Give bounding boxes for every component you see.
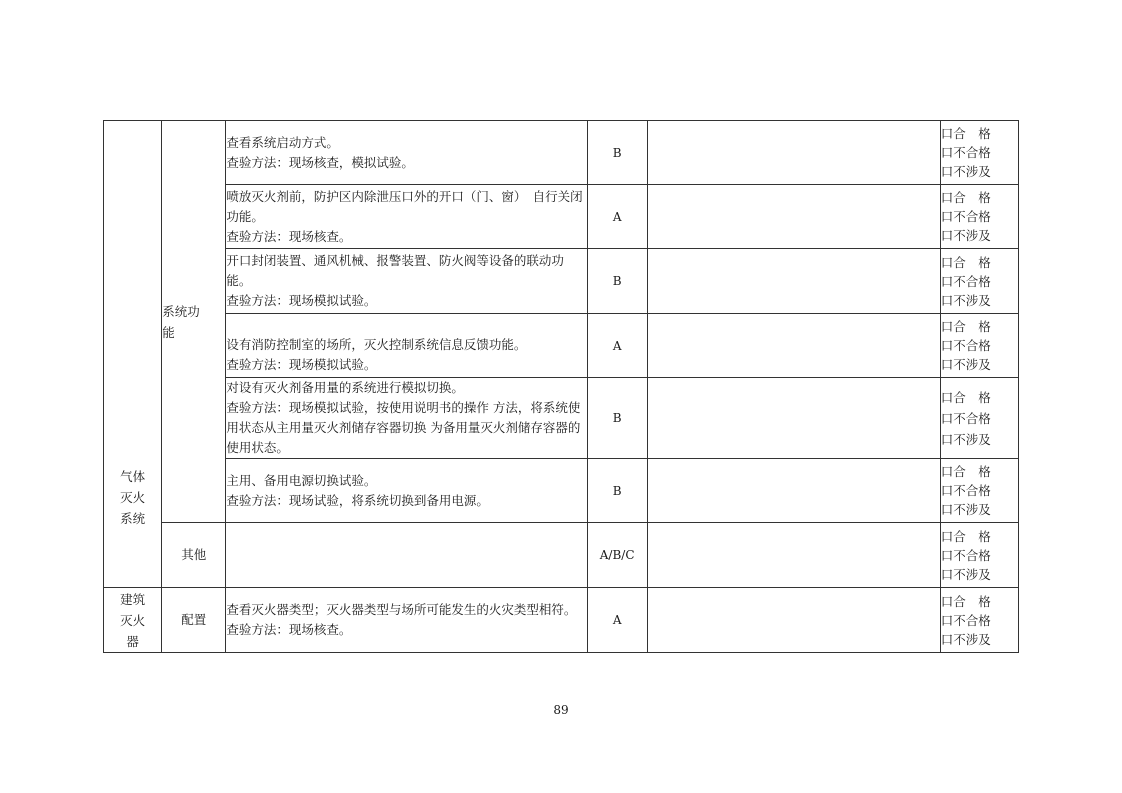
result-cell [940,185,1018,249]
sub-item-cell [162,121,226,523]
result-cell [940,588,1018,653]
note-cell [647,588,940,653]
grade-cell: B [587,121,647,185]
inspection-item-text: 对设有灭火剂备用量的系统进行模拟切换。 查验方法：现场模拟试验，按使用说明书的操作 方法，将系统使用状态从主用量灭火剂储存容器切换 为备用量灭火剂储存容器的使用状态。 [226,380,581,455]
note-cell [647,378,940,459]
inspection-item-cell [226,459,587,523]
sub-item-name: 配置 [181,612,207,627]
grade-cell: A [587,185,647,249]
table-row [104,185,1019,249]
result-na-checkbox[interactable]: 口不涉及 [940,164,991,179]
result-na-checkbox[interactable]: 口不涉及 [940,357,991,372]
grade-cell: A/B/C [587,523,647,588]
inspection-item-cell [226,314,587,378]
grade-cell: A [587,588,647,653]
table-row [104,378,1019,459]
sub-item-cell [162,523,226,588]
inspection-table [103,120,1019,653]
system-name: 气体灭火系统 [120,469,146,526]
sub-item-name: 其他 [181,547,207,562]
inspection-item-cell [226,249,587,314]
grade-cell: B [587,249,647,314]
note-cell [647,314,940,378]
result-pass-checkbox[interactable]: 口合 格 [940,254,991,270]
result-cell [940,121,1018,185]
sub-item-cell [162,588,226,653]
result-fail-checkbox[interactable]: 口不合格 [940,145,991,160]
table-row [104,249,1019,314]
table-row [104,459,1019,523]
inspection-item-cell [226,588,587,653]
result-pass-checkbox[interactable]: 口合 格 [940,528,991,544]
note-cell [647,121,940,185]
result-fail-checkbox[interactable]: 口不合格 [940,209,991,224]
table-row [104,314,1019,378]
result-na-checkbox[interactable]: 口不涉及 [940,431,991,447]
result-fail-checkbox[interactable]: 口不合格 [940,338,991,353]
sub-item-name: 系统功能 [162,303,200,340]
result-pass-checkbox[interactable]: 口合 格 [940,389,991,405]
result-pass-checkbox[interactable]: 口合 格 [940,126,991,141]
inspection-item-text: 查看灭火器类型；灭火器类型与场所可能发生的火灾类型相符。 查验方法：现场核查。 [226,602,577,637]
result-na-checkbox[interactable]: 口不涉及 [940,228,991,243]
result-cell [940,314,1018,378]
result-pass-checkbox[interactable]: 口合 格 [940,319,991,334]
note-cell [647,249,940,314]
table-row [104,523,1019,588]
inspection-item-cell [226,121,587,185]
note-cell [647,523,940,588]
grade-cell: B [587,459,647,523]
inspection-item-cell [226,523,587,588]
result-fail-checkbox[interactable]: 口不合格 [940,483,991,498]
result-na-checkbox[interactable]: 口不涉及 [940,631,991,647]
inspection-item-cell [226,378,587,459]
inspection-item-text: 开口封闭装置、通风机械、报警装置、防火阀等设备的联动功能。 查验方法：现场模拟试验。 [226,253,564,308]
result-cell [940,249,1018,314]
result-cell [940,459,1018,523]
system-name: 建筑灭火器 [120,591,146,649]
result-cell [940,378,1018,459]
result-pass-checkbox[interactable]: 口合 格 [940,593,991,609]
result-fail-checkbox[interactable]: 口不合格 [940,547,991,563]
inspection-item-text: 设有消防控制室的场所，灭火控制系统信息反馈功能。 查验方法：现场模拟试验。 [226,336,527,372]
table-row [104,588,1019,653]
result-fail-checkbox[interactable]: 口不合格 [940,273,991,289]
table-row [104,121,1019,185]
page-number: 89 [553,703,569,717]
inspection-item-text: 喷放灭火剂前，防护区内除泄压口外的开口（门、窗） 自行关闭功能。 查验方法：现场核查。 [226,188,583,244]
result-na-checkbox[interactable]: 口不涉及 [940,566,991,582]
result-fail-checkbox[interactable]: 口不合格 [940,410,991,426]
note-cell [647,459,940,523]
result-cell [940,523,1018,588]
result-na-checkbox[interactable]: 口不涉及 [940,502,991,517]
inspection-item-text: 查看系统启动方式。 查验方法：现场核查，模拟试验。 [226,134,414,170]
note-cell [647,185,940,249]
result-pass-checkbox[interactable]: 口合 格 [940,190,991,205]
result-pass-checkbox[interactable]: 口合 格 [940,464,991,479]
grade-cell: A [587,314,647,378]
system-name-cell [104,588,162,653]
inspection-item-text: 主用、备用电源切换试验。 查验方法：现场试验，将系统切换到备用电源。 [226,472,489,508]
result-na-checkbox[interactable]: 口不涉及 [940,292,991,308]
system-name-cell [104,121,162,588]
inspection-item-cell [226,185,587,249]
result-fail-checkbox[interactable]: 口不合格 [940,612,991,628]
grade-cell: B [587,378,647,459]
